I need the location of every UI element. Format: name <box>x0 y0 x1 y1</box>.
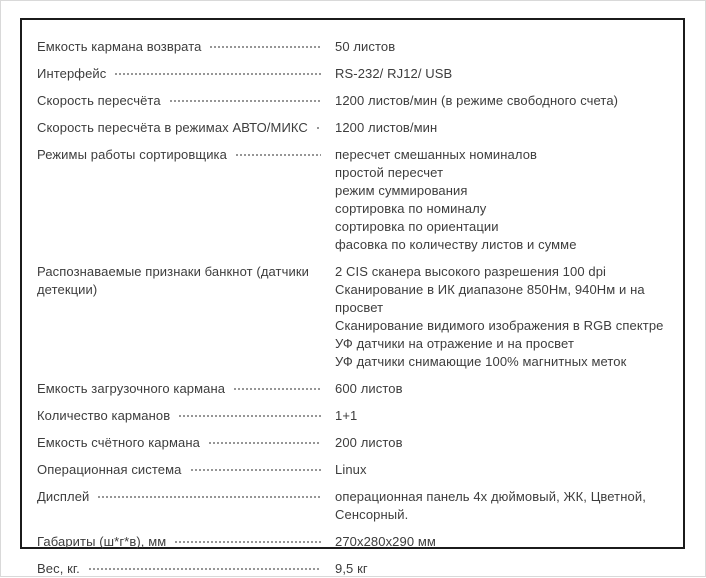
spec-label-cell <box>37 488 325 506</box>
spec-value-line: 50 листов <box>335 39 396 54</box>
spec-row <box>37 263 668 371</box>
spec-row <box>37 92 668 110</box>
dotted-leader <box>190 461 322 479</box>
spec-value-cell <box>335 65 668 83</box>
spec-label-cell <box>37 146 325 164</box>
spec-row <box>37 119 668 137</box>
spec-value-cell <box>335 38 668 56</box>
spec-label-cell <box>37 380 325 398</box>
spec-label: Распознаваемые признаки банкнот (датчики детекции) <box>37 264 309 297</box>
spec-value-line: Сканирование в ИК диапазоне 850Нм, 940Нм и на просвет <box>335 282 645 315</box>
spec-row <box>37 434 668 452</box>
spec-row <box>37 380 668 398</box>
spec-label-cell <box>37 560 325 578</box>
spec-value-line: сортировка по ориентации <box>335 219 499 234</box>
spec-label: Дисплей <box>37 489 90 504</box>
spec-value-line: сортировка по номиналу <box>335 201 487 216</box>
spec-label: Скорость пересчёта <box>37 93 161 108</box>
spec-value-cell <box>335 380 668 398</box>
spec-value-cell <box>335 488 668 524</box>
dotted-leader <box>174 533 321 551</box>
spec-label: Вес, кг. <box>37 561 80 576</box>
spec-value-line: RS-232/ RJ12/ USB <box>335 66 453 81</box>
specifications-table <box>20 18 685 576</box>
spec-value-line: 200 листов <box>335 435 403 450</box>
spec-value-line: 1200 листов/мин (в режиме свободного счета) <box>335 93 619 108</box>
spec-row <box>37 146 668 254</box>
spec-value-line: пересчет смешанных номиналов <box>335 147 538 162</box>
spec-label: Габариты (ш*г*в), мм <box>37 534 167 549</box>
spec-value-cell <box>335 434 668 452</box>
spec-label-cell <box>37 263 325 299</box>
spec-label-cell <box>37 38 325 56</box>
spec-label: Емкость загрузочного кармана <box>37 381 226 396</box>
dotted-leader <box>235 146 321 164</box>
dotted-leader <box>316 119 321 137</box>
spec-value-line: УФ датчики снимающие 100% магнитных меток <box>335 354 627 369</box>
dotted-leader <box>114 65 321 83</box>
spec-value-cell <box>335 92 668 110</box>
dotted-leader <box>209 38 321 56</box>
spec-label: Режимы работы сортировщика <box>37 147 227 162</box>
spec-value-line: режим суммирования <box>335 183 468 198</box>
spec-value-cell <box>335 461 668 479</box>
dotted-leader <box>208 434 321 452</box>
spec-label: Скорость пересчёта в режимах АВТО/МИКС <box>37 120 308 135</box>
dotted-leader <box>88 560 321 578</box>
spec-label: Емкость счётного кармана <box>37 435 200 450</box>
spec-row <box>37 65 668 83</box>
spec-label-cell <box>37 434 325 452</box>
spec-label: Операционная система <box>37 462 182 477</box>
spec-label: Интерфейс <box>37 66 107 81</box>
spec-label: Количество карманов <box>37 408 171 423</box>
spec-label-cell <box>37 407 325 425</box>
spec-value-cell <box>335 263 668 371</box>
spec-row <box>37 407 668 425</box>
spec-value-line: УФ датчики на отражение и на просвет <box>335 336 574 351</box>
spec-label-cell <box>37 533 325 551</box>
spec-value-cell <box>335 533 668 551</box>
spec-label: Емкость кармана возврата <box>37 39 202 54</box>
spec-label-cell <box>37 65 325 83</box>
spec-row <box>37 38 668 56</box>
spec-value-line: Сканирование видимого изображения в RGB спектре <box>335 318 664 333</box>
dotted-leader <box>233 380 321 398</box>
spec-value-line: фасовка по количеству листов и сумме <box>335 237 577 252</box>
dotted-leader <box>178 407 321 425</box>
spec-value-line: 600 листов <box>335 381 403 396</box>
spec-row <box>37 488 668 524</box>
spec-label-cell <box>37 119 325 137</box>
dotted-leader <box>169 92 321 110</box>
spec-value-cell <box>335 560 668 578</box>
spec-value-line: 1200 листов/мин <box>335 120 438 135</box>
dotted-leader <box>97 488 321 506</box>
spec-row <box>37 533 668 551</box>
spec-label-cell <box>37 461 325 479</box>
spec-value-line: 9,5 кг <box>335 561 368 576</box>
spec-label-cell <box>37 92 325 110</box>
spec-row <box>37 461 668 479</box>
spec-rows-container <box>37 38 668 578</box>
spec-row <box>37 560 668 578</box>
spec-value-cell <box>335 119 668 137</box>
spec-value-cell <box>335 407 668 425</box>
spec-value-line: 1+1 <box>335 408 358 423</box>
spec-value-line: Linux <box>335 462 367 477</box>
spec-value-cell <box>335 146 668 254</box>
spec-value-line: простой пересчет <box>335 165 444 180</box>
spec-value-line: 2 CIS сканера высокого разрешения 100 dpi <box>335 264 607 279</box>
spec-value-line: операционная панель 4х дюймовый, ЖК, Цветной, Сенсорный. <box>335 489 646 522</box>
spec-value-line: 270x280x290 мм <box>335 534 436 549</box>
